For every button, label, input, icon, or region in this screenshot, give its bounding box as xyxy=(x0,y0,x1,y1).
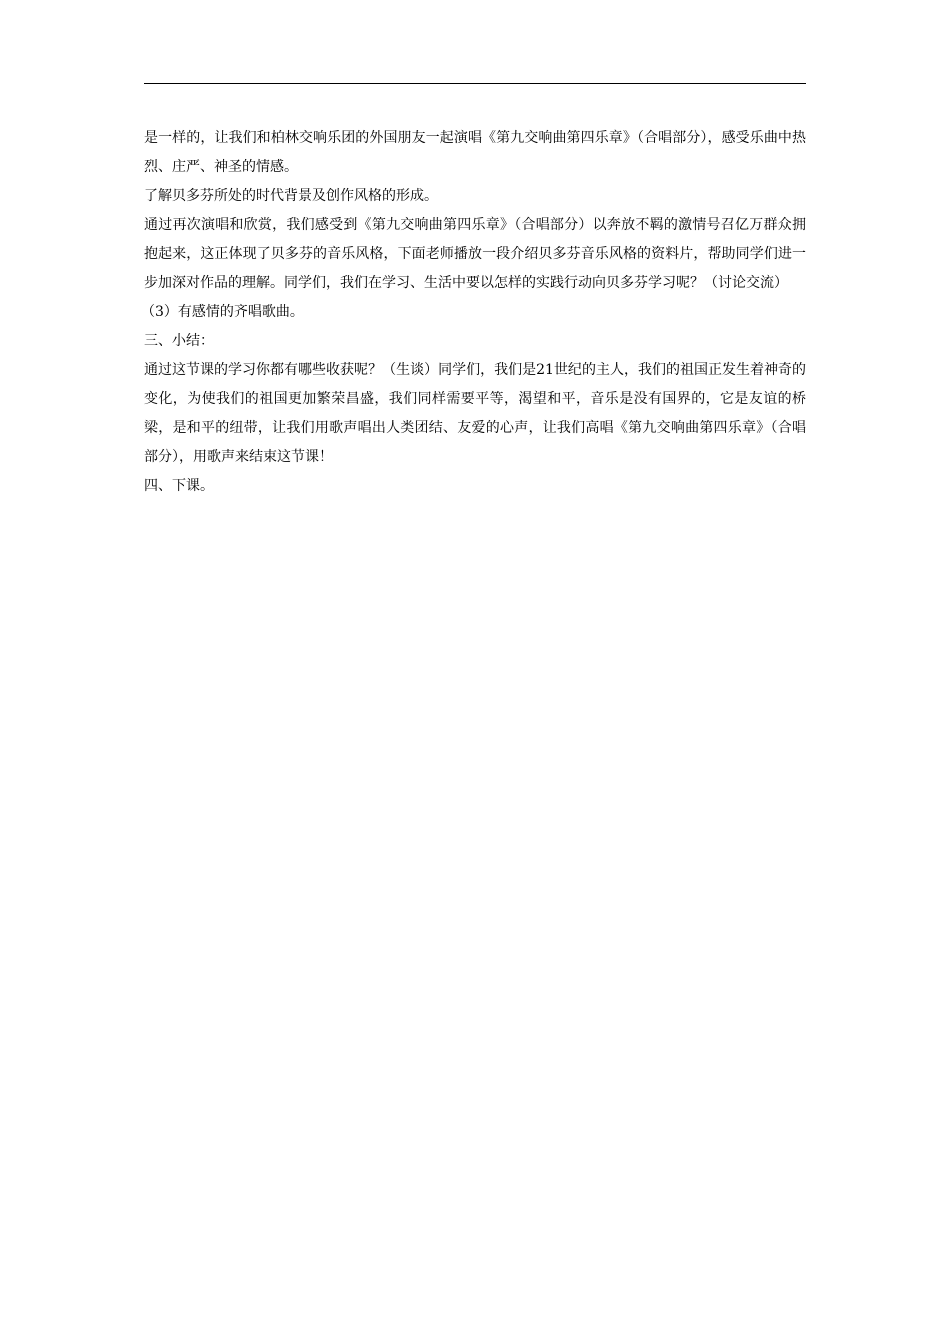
paragraph-background: 了解贝多芬所处的时代背景及创作风格的形成。 xyxy=(144,188,438,204)
document-body xyxy=(141,124,806,501)
paragraph-sing-together: （3）有感情的齐唱歌曲。 xyxy=(141,304,304,320)
paragraph-style-discussion: 通过再次演唱和欣赏，我们感受到《第九交响曲第四乐章》（合唱部分）以奔放不羁的激情号召亿万群众拥抱起来，这正体现了贝多芬的音乐风格，下面老师播放一段介绍贝多芬音乐风格的资料片，帮助同学们进一步加深对作品的理解。同学们，我们在学习、生活中要以怎样的实践行动向贝多芬学习呢？（讨论交流） xyxy=(144,217,806,291)
heading-class-end: 四、下课。 xyxy=(144,478,214,494)
paragraph-summary: 通过这节课的学习你都有哪些收获呢？（生谈）同学们，我们是21世纪的主人，我们的祖国正发生着神奇的变化，为使我们的祖国更加繁荣昌盛，我们同样需要平等，渴望和平，音乐是没有国界的，它是友谊的桥梁，是和平的纽带，让我们用歌声唱出人类团结、友爱的心声，让我们高唱《第九交响曲第四乐章》（合唱部分），用歌声来结束这节课！ xyxy=(144,362,806,465)
header-rule xyxy=(144,83,806,84)
heading-summary: 三、小结： xyxy=(144,333,214,349)
paragraph-chorus-intro: 是一样的，让我们和柏林交响乐团的外国朋友一起演唱《第九交响曲第四乐章》（合唱部分），感受乐曲中热烈、庄严、神圣的情感。 xyxy=(144,130,806,175)
